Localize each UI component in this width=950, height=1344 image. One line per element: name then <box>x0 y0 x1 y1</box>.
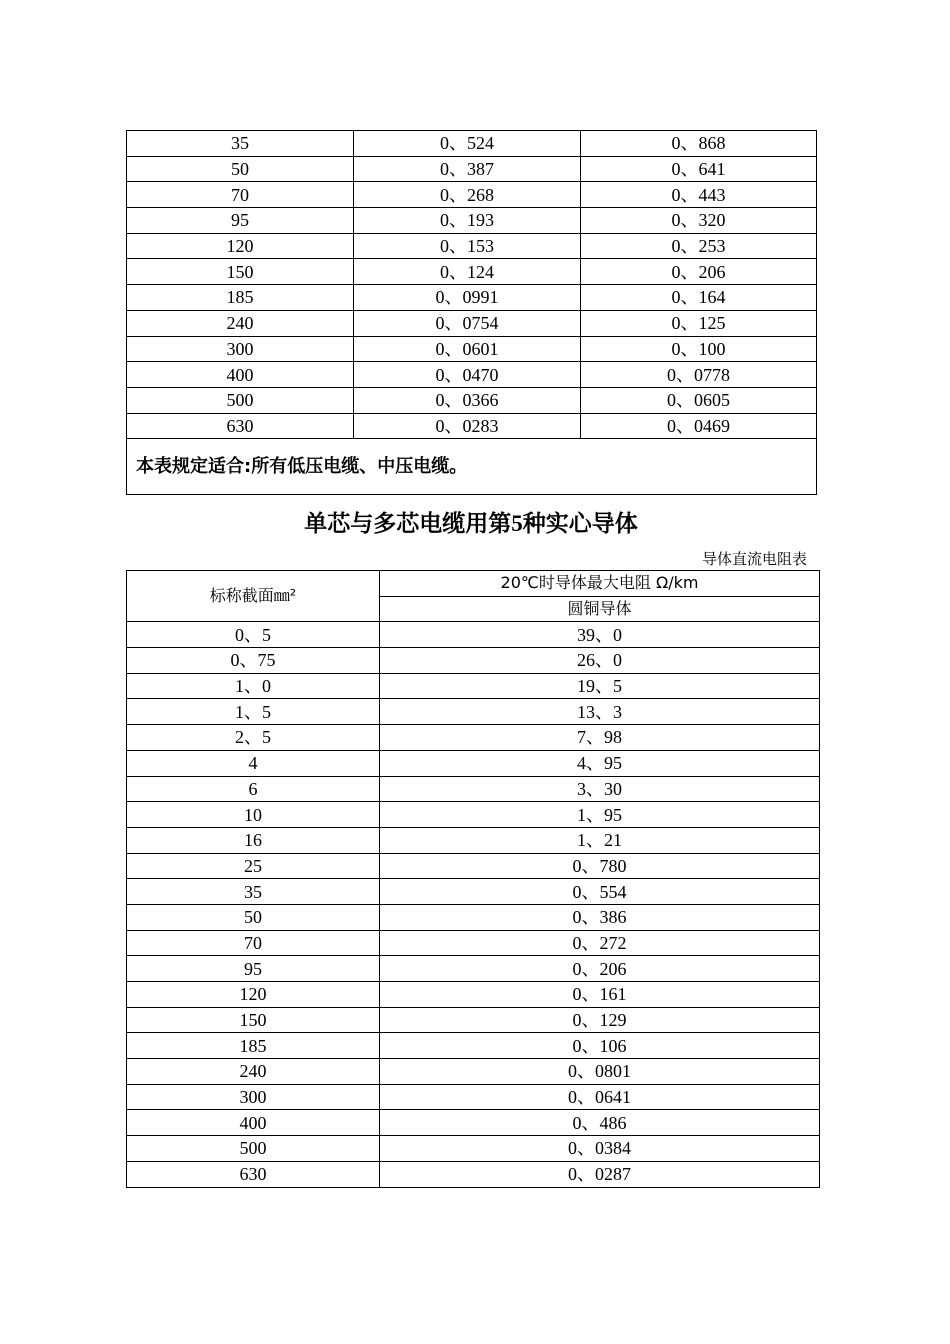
table-cell: 240 <box>127 1059 380 1085</box>
table-cell: 0、0366 <box>354 387 581 413</box>
table-note-row <box>127 439 817 495</box>
table-row <box>127 725 820 751</box>
table-note: 本表规定适合:所有低压电缆、中压电缆。 <box>127 439 817 495</box>
table-row <box>127 413 817 439</box>
table-row <box>127 802 820 828</box>
table-row <box>127 699 820 725</box>
title-suffix: 种实心导体 <box>522 511 638 537</box>
section-title <box>126 505 816 538</box>
table-row <box>127 648 820 674</box>
table-row <box>127 156 817 182</box>
table-cell: 70 <box>127 930 380 956</box>
table-row <box>127 827 820 853</box>
table-cell: 0、320 <box>581 208 817 234</box>
table-cell: 120 <box>127 982 380 1008</box>
table-row <box>127 853 820 879</box>
table-body <box>127 622 820 1187</box>
table-cell: 500 <box>127 387 354 413</box>
table-cell: 1、95 <box>380 802 820 828</box>
table-cell: 0、0605 <box>581 387 817 413</box>
table-cell: 0、554 <box>380 879 820 905</box>
table-row <box>127 387 817 413</box>
table-cell: 4 <box>127 750 380 776</box>
table-cell: 0、0287 <box>380 1161 820 1187</box>
table-cell: 0、153 <box>354 233 581 259</box>
table-cell: 50 <box>127 904 380 930</box>
table-cell: 0、641 <box>581 156 817 182</box>
table-cell: 0、486 <box>380 1110 820 1136</box>
table-row <box>127 750 820 776</box>
header-max-resistance: 20℃时导体最大电阻 Ω/km <box>380 571 820 597</box>
table-cell: 0、0470 <box>354 362 581 388</box>
table-row <box>127 259 817 285</box>
table-cell: 0、524 <box>354 131 581 157</box>
table-row <box>127 930 820 956</box>
table-cell: 0、124 <box>354 259 581 285</box>
table-cell: 70 <box>127 182 354 208</box>
table-cell: 26、0 <box>380 648 820 674</box>
table-row <box>127 310 817 336</box>
table-cell: 0、0384 <box>380 1136 820 1162</box>
table-cell: 0、129 <box>380 1007 820 1033</box>
table-cell: 39、0 <box>380 622 820 648</box>
table-cell: 3、30 <box>380 776 820 802</box>
table-cell: 13、3 <box>380 699 820 725</box>
table-cell: 1、5 <box>127 699 380 725</box>
table-cell: 0、100 <box>581 336 817 362</box>
table-cell: 0、206 <box>380 956 820 982</box>
table-cell: 120 <box>127 233 354 259</box>
table-cell: 0、387 <box>354 156 581 182</box>
table-row <box>127 336 817 362</box>
header-row <box>127 571 820 597</box>
table-cell: 300 <box>127 336 354 362</box>
table-cell: 150 <box>127 1007 380 1033</box>
table-cell: 0、868 <box>581 131 817 157</box>
table-row <box>127 182 817 208</box>
table-cell: 0、0469 <box>581 413 817 439</box>
table-cell: 300 <box>127 1084 380 1110</box>
table-header <box>127 571 820 622</box>
table-row <box>127 982 820 1008</box>
dc-resistance-table <box>126 570 820 1188</box>
table-cell: 25 <box>127 853 380 879</box>
table-cell: 1、0 <box>127 673 380 699</box>
table-cell: 0、0778 <box>581 362 817 388</box>
table-cell: 0、75 <box>127 648 380 674</box>
header-round-copper: 圆铜导体 <box>380 596 820 622</box>
table-cell: 0、780 <box>380 853 820 879</box>
table-cell: 0、193 <box>354 208 581 234</box>
table-cell: 150 <box>127 259 354 285</box>
table-row <box>127 956 820 982</box>
table-cell: 185 <box>127 1033 380 1059</box>
table-cell: 95 <box>127 208 354 234</box>
table-cell: 400 <box>127 1110 380 1136</box>
table-row <box>127 285 817 311</box>
table-cell: 95 <box>127 956 380 982</box>
table-row <box>127 1059 820 1085</box>
table-cell: 0、206 <box>581 259 817 285</box>
table-cell: 0、0991 <box>354 285 581 311</box>
table-row <box>127 1007 820 1033</box>
table-row <box>127 776 820 802</box>
table-cell: 0、253 <box>581 233 817 259</box>
table-cell: 0、0283 <box>354 413 581 439</box>
table-row <box>127 904 820 930</box>
table-row <box>127 1136 820 1162</box>
table-cell: 16 <box>127 827 380 853</box>
table-cell: 19、5 <box>380 673 820 699</box>
table-body <box>127 131 817 495</box>
table-row <box>127 879 820 905</box>
table-cell: 0、0641 <box>380 1084 820 1110</box>
table-cell: 10 <box>127 802 380 828</box>
table-row <box>127 208 817 234</box>
table-cell: 0、386 <box>380 904 820 930</box>
table-cell: 4、95 <box>380 750 820 776</box>
table-cell: 0、125 <box>581 310 817 336</box>
table-cell: 0、0601 <box>354 336 581 362</box>
table-cell: 6 <box>127 776 380 802</box>
table-cell: 0、272 <box>380 930 820 956</box>
table-row <box>127 362 817 388</box>
table-cell: 240 <box>127 310 354 336</box>
table-cell: 0、443 <box>581 182 817 208</box>
table-cell: 35 <box>127 879 380 905</box>
table-cell: 0、0801 <box>380 1059 820 1085</box>
table-cell: 0、161 <box>380 982 820 1008</box>
table-cell: 0、5 <box>127 622 380 648</box>
table-cell: 0、106 <box>380 1033 820 1059</box>
table-row <box>127 1161 820 1187</box>
table-cell: 35 <box>127 131 354 157</box>
table-row <box>127 673 820 699</box>
table-cell: 7、98 <box>380 725 820 751</box>
title-number: 5 <box>511 511 523 536</box>
table-cell: 0、0754 <box>354 310 581 336</box>
table-cell: 630 <box>127 413 354 439</box>
table-cell: 50 <box>127 156 354 182</box>
table-cell: 400 <box>127 362 354 388</box>
title-prefix: 单芯与多芯电缆用第 <box>304 511 512 537</box>
resistance-table-continued <box>126 130 817 495</box>
table-caption: 导体直流电阻表 <box>701 550 807 568</box>
table-row <box>127 1084 820 1110</box>
table-cell: 2、5 <box>127 725 380 751</box>
table-cell: 185 <box>127 285 354 311</box>
table-cell: 630 <box>127 1161 380 1187</box>
table-cell: 0、164 <box>581 285 817 311</box>
header-nominal-section: 标称截面㎜² <box>127 571 380 622</box>
table-row <box>127 1033 820 1059</box>
table-cell: 0、268 <box>354 182 581 208</box>
table-cell: 500 <box>127 1136 380 1162</box>
table-row <box>127 622 820 648</box>
table-row <box>127 233 817 259</box>
table-row <box>127 1110 820 1136</box>
table-cell: 1、21 <box>380 827 820 853</box>
table-row <box>127 131 817 157</box>
